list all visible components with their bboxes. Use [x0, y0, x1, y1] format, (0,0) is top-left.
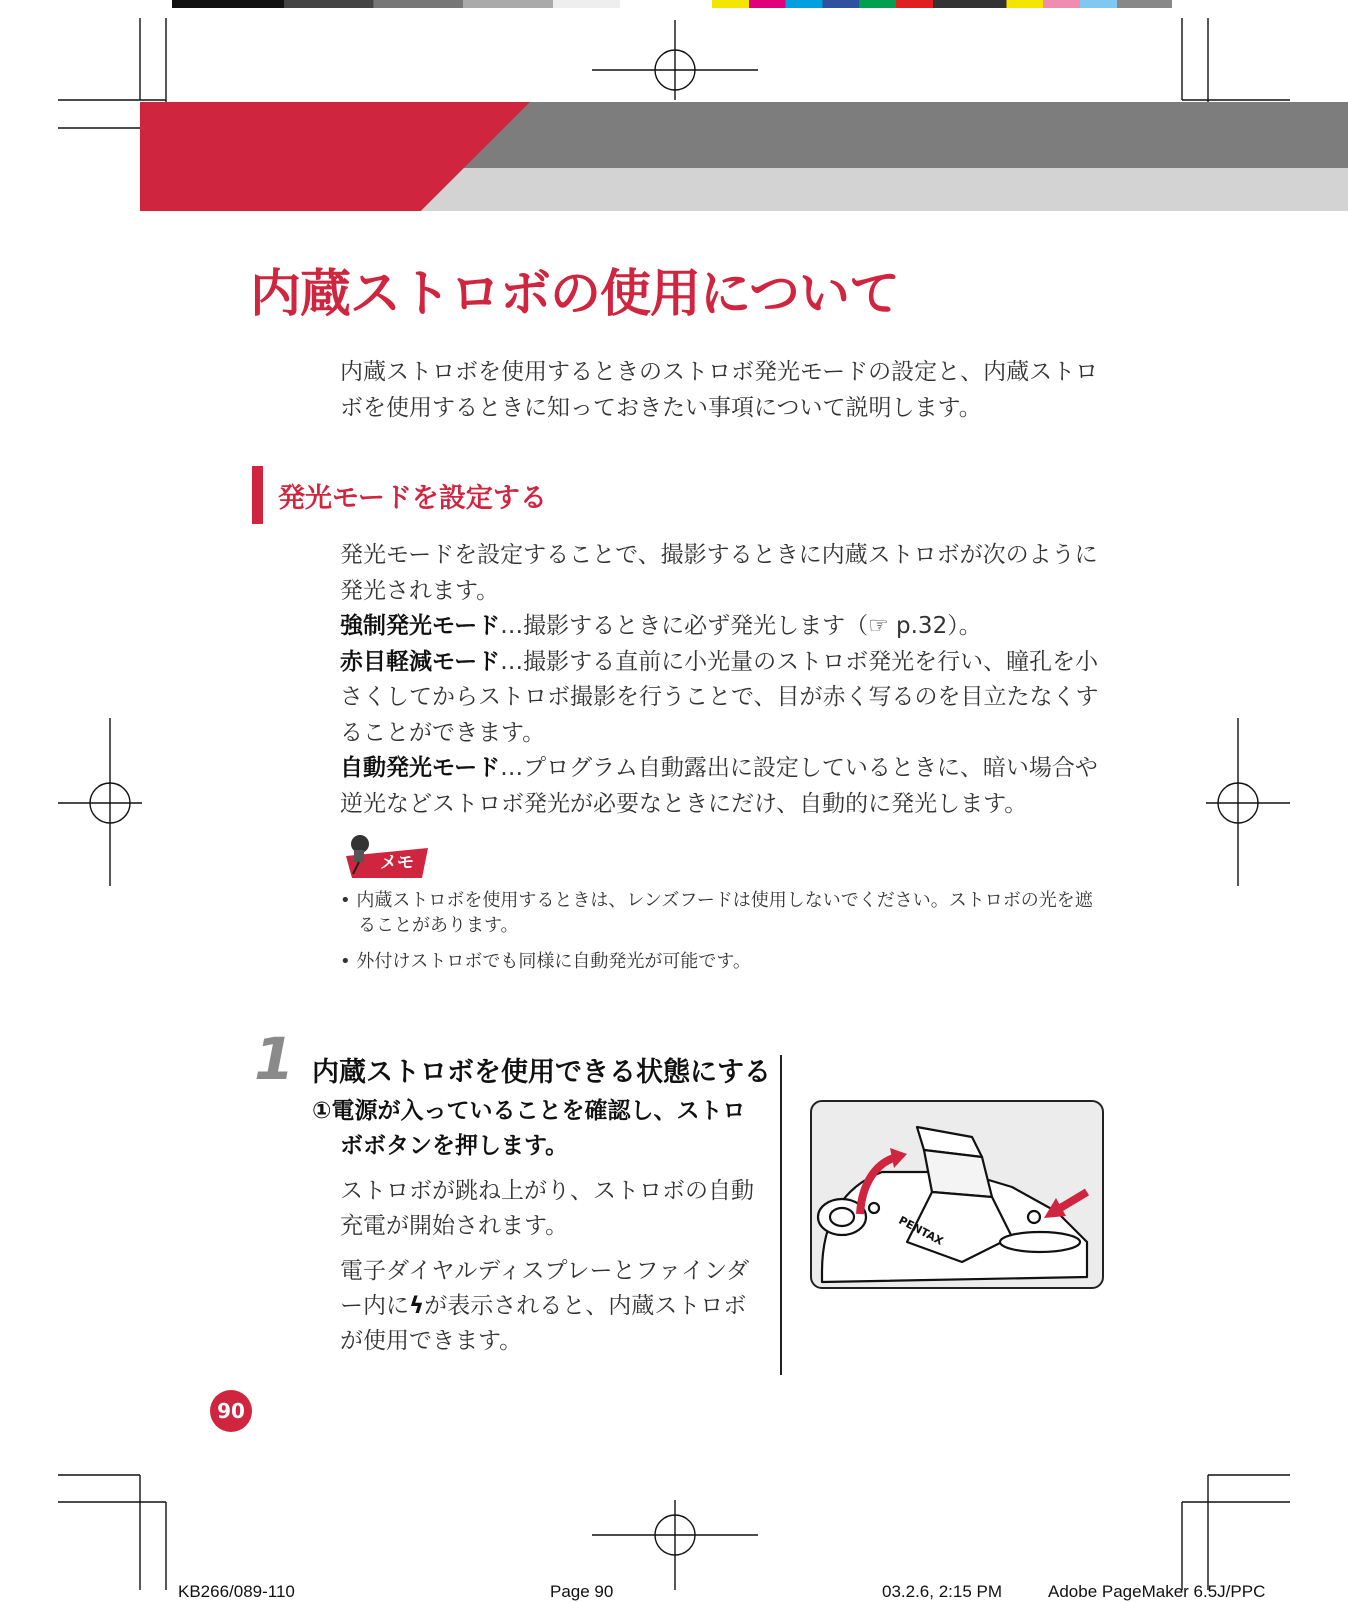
- text-fragment: が表示されると、内蔵ストロボが使用できます。: [340, 1293, 747, 1354]
- mode-redeye: [340, 645, 1100, 752]
- flash-icon: ϟ: [409, 1293, 425, 1319]
- mode-desc: …プログラム自動露出に設定しているときに、暗い場合や逆光などストロボ発光が必要なときにだけ、自動的に発光します。: [340, 755, 1098, 817]
- page-number: 90: [210, 1390, 252, 1432]
- intro-text: 内蔵ストロボを使用するときのストロボ発光モードの設定と、内蔵ストロボを使用するときに知っておきたい事項について説明します。: [340, 359, 1099, 421]
- step-content: [312, 1094, 762, 1369]
- memo-item: • 外付けストロボでも同様に自動発光が可能です。: [340, 951, 751, 972]
- memo-badge: [342, 834, 432, 880]
- text-fragment: 電子ダイヤルディスプレーとファインダー内に: [340, 1258, 750, 1319]
- column-divider: [780, 1055, 782, 1375]
- section-marker: [252, 466, 263, 524]
- mode-desc: …撮影する直前に小光量のストロボ発光を行い、瞳孔を小さくしてからストロボ撮影を行うことで、目が赤く写るのを目立たなくすることができます。: [340, 648, 1099, 746]
- slug-file: KB266/089-110: [178, 1582, 295, 1601]
- step-number: 1: [254, 1025, 295, 1093]
- section-title: 発光モードを設定する: [278, 483, 547, 514]
- memo-list: [340, 888, 1100, 985]
- mode-auto: [340, 751, 1100, 822]
- section-body: [340, 538, 1100, 822]
- camera-illustration: [810, 1100, 1104, 1289]
- camera-flash-icon: [812, 1102, 1102, 1287]
- sub-step-text: [340, 1254, 762, 1359]
- page-title: 内蔵ストロボの使用について: [250, 265, 899, 324]
- slug-page: Page 90: [550, 1582, 614, 1601]
- mode-forced: [340, 609, 1100, 645]
- section-lead: 発光モードを設定することで、撮影するときに内蔵ストロボが次のように発光されます。: [340, 542, 1098, 604]
- mode-name: 強制発光モード: [340, 613, 501, 639]
- brand-label: PENTAX: [896, 1213, 946, 1248]
- memo-label: メモ: [380, 853, 414, 873]
- mode-name: 自動発光モード: [340, 755, 501, 781]
- mode-desc: …撮影するときに必ず発光します（☞ p.32）。: [500, 613, 982, 639]
- step-title: 内蔵ストロボを使用できる状態にする: [312, 1057, 771, 1088]
- sub-step-text: ストロボが跳ね上がり、ストロボの自動充電が開始されます。: [340, 1178, 754, 1239]
- sub-step-heading: ①電源が入っていることを確認し、ストロボボタンを押します。: [312, 1098, 746, 1159]
- mode-name: 赤目軽減モード: [340, 648, 501, 675]
- slug-date: 03.2.6, 2:15 PM: [882, 1582, 1003, 1601]
- memo-item: • 内蔵ストロボを使用するときは、レンズフードは使用しないでください。ストロボの光を遮ることがあります。: [340, 890, 1093, 936]
- slug-app: Adobe PageMaker 6.5J/PPC: [1048, 1582, 1266, 1601]
